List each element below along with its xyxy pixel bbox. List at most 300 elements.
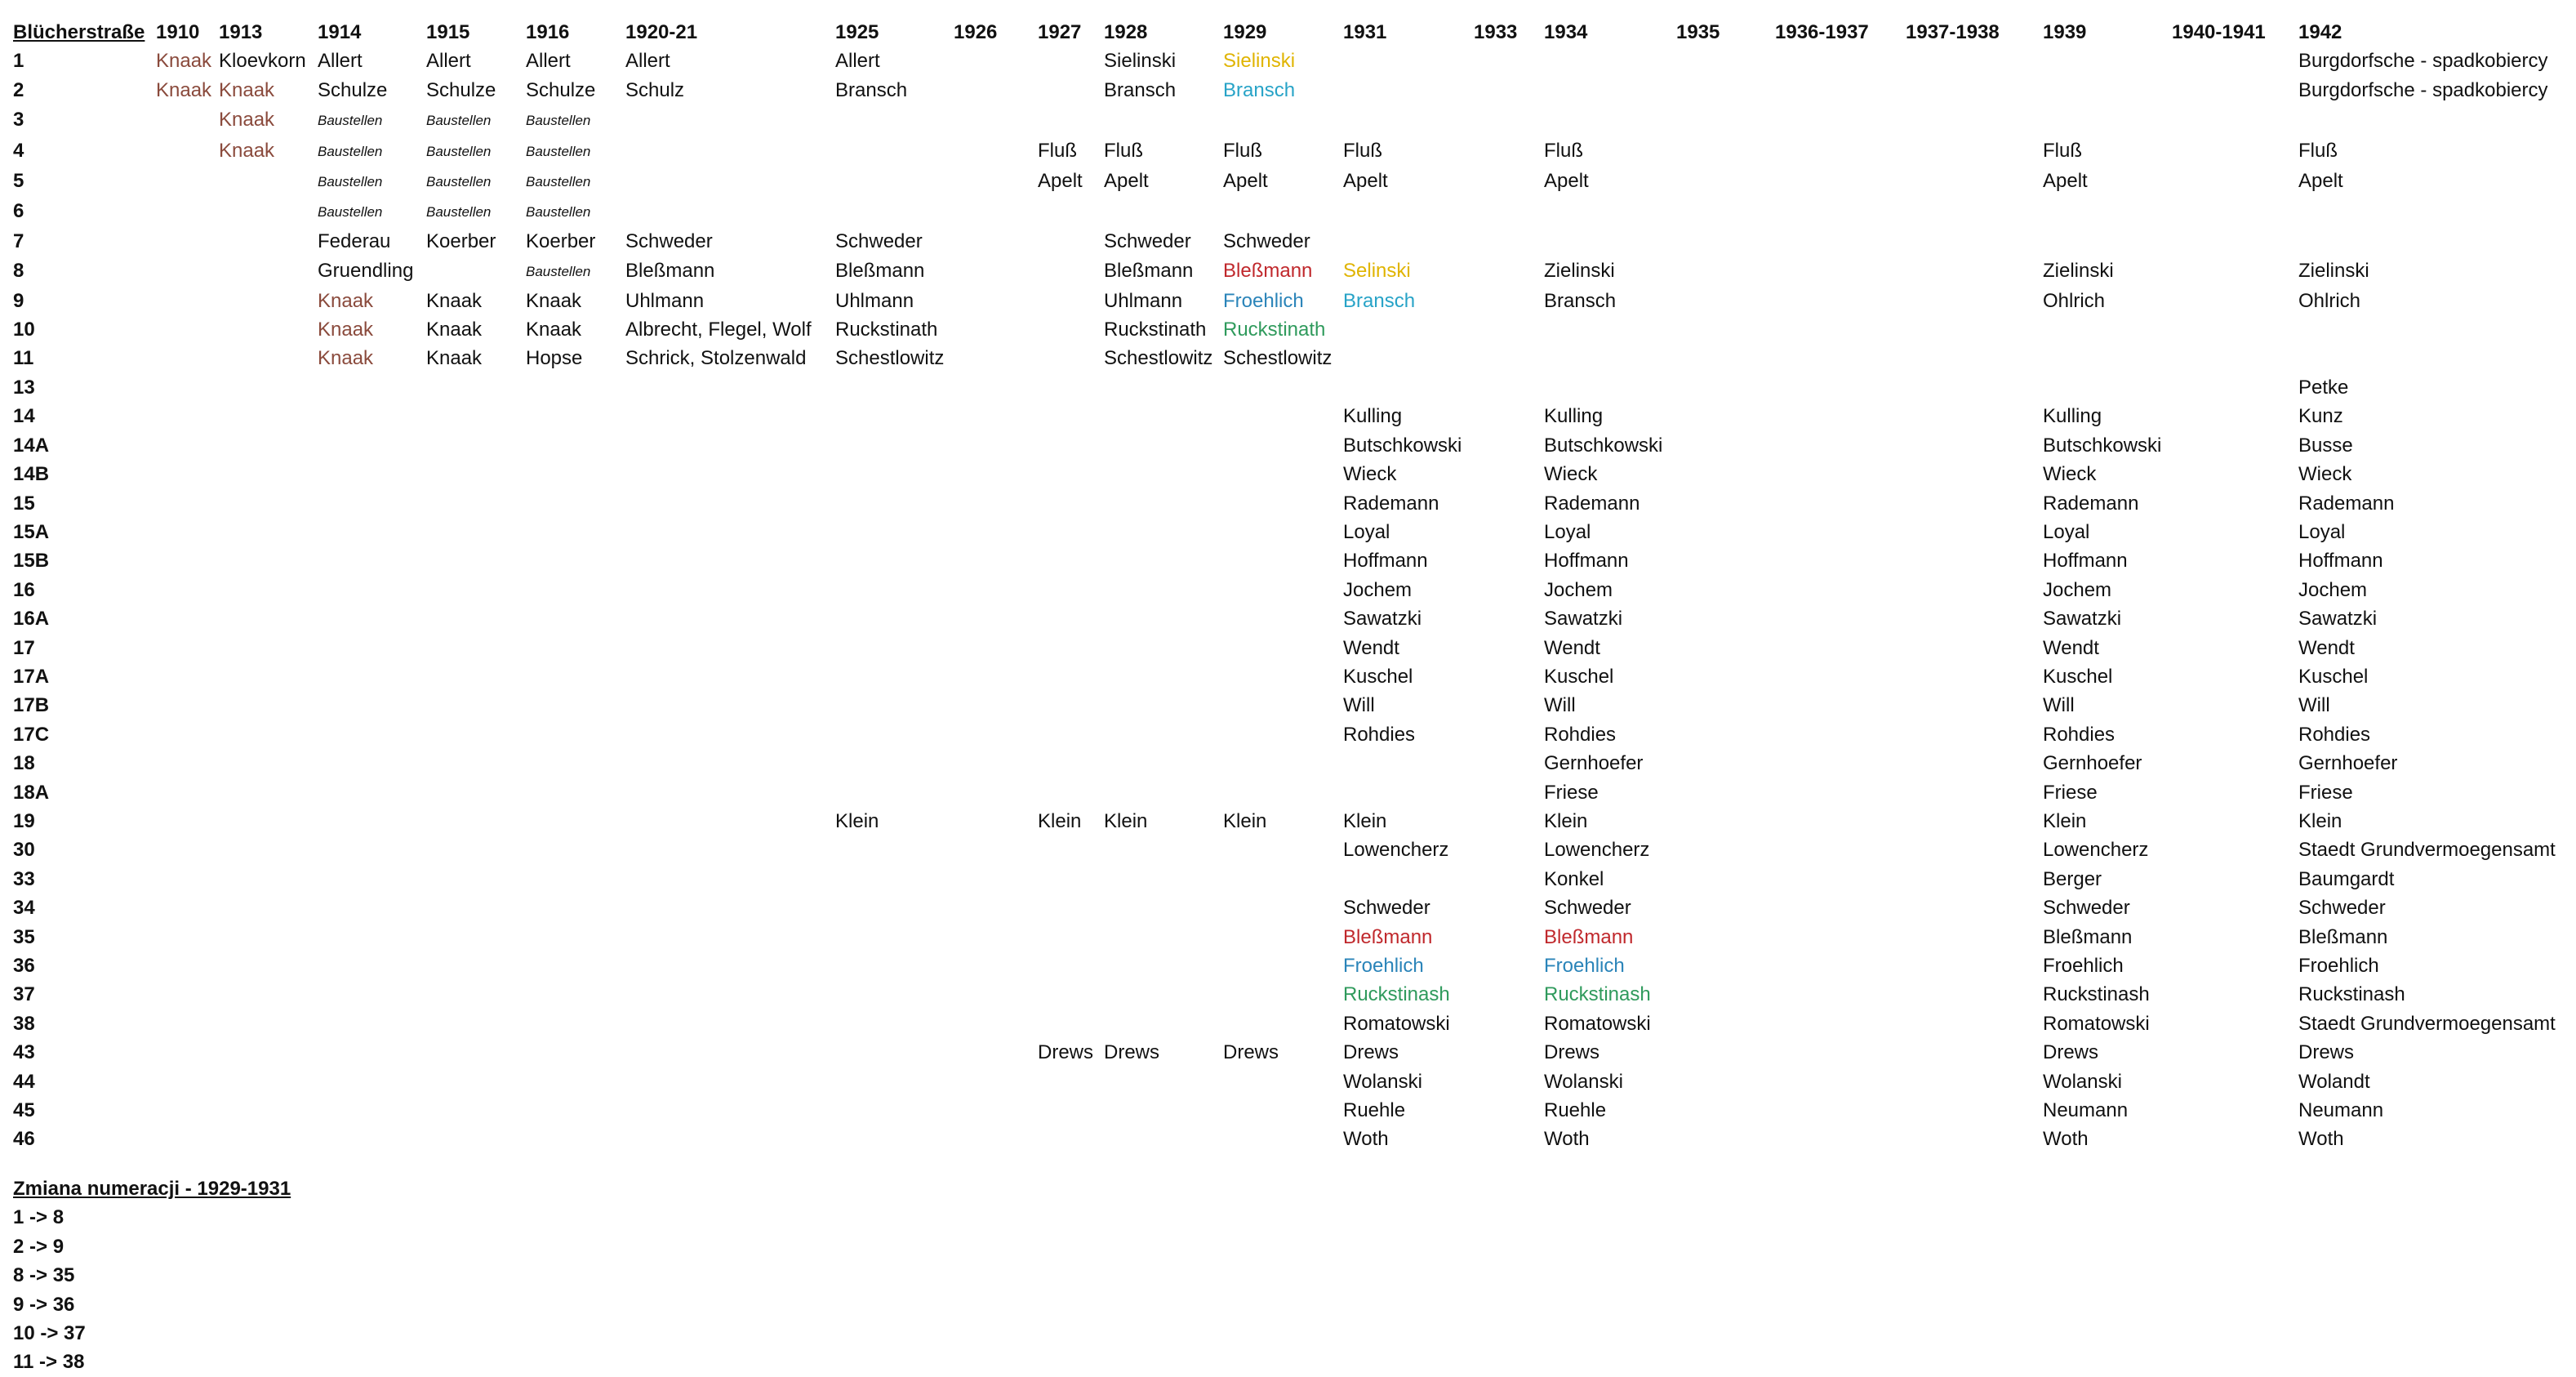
renumbering-note — [13, 1174, 291, 1377]
resident-cell — [1038, 634, 1104, 662]
resident-cell — [156, 431, 219, 460]
resident-name: Selinski — [1343, 260, 1411, 283]
resident-name: Jochem — [1343, 578, 1413, 601]
table-row — [13, 576, 2568, 604]
resident-cell — [1544, 287, 1676, 315]
resident-cell — [1676, 287, 1775, 315]
resident-cell — [1906, 287, 2043, 315]
resident-cell — [954, 256, 1038, 286]
house-number-cell: 15A — [13, 520, 50, 543]
resident-cell — [219, 196, 318, 226]
resident-cell — [219, 373, 318, 402]
resident-cell — [1104, 1009, 1223, 1038]
resident-name: Wolanski — [1544, 1070, 1623, 1093]
resident-cell — [1343, 402, 1474, 430]
resident-cell — [2172, 105, 2298, 135]
resident-cell — [526, 344, 625, 372]
table-row — [13, 166, 2568, 196]
column-header-year: 1942 — [2298, 21, 2342, 43]
resident-cell — [954, 865, 1038, 893]
table-row — [13, 980, 2568, 1009]
resident-name: Klein — [1544, 809, 1588, 832]
resident-cell — [625, 256, 835, 286]
resident-name: Knaak — [526, 319, 582, 341]
resident-cell — [1104, 807, 1223, 836]
resident-name: Will — [1544, 694, 1576, 717]
resident-name: Schulze — [526, 78, 596, 101]
resident-cell — [318, 196, 426, 226]
resident-name: Will — [1343, 694, 1375, 717]
resident-cell — [1104, 76, 1223, 105]
resident-cell — [219, 604, 318, 633]
resident-cell — [2043, 256, 2172, 286]
resident-cell — [1775, 136, 1906, 166]
resident-cell — [1038, 836, 1104, 864]
resident-cell — [2298, 980, 2568, 1009]
resident-name: Knaak — [219, 109, 275, 131]
address-history-table — [13, 18, 2568, 1154]
resident-name: Rohdies — [2298, 723, 2371, 746]
resident-cell — [954, 196, 1038, 226]
resident-cell — [426, 720, 526, 749]
resident-cell — [1223, 691, 1343, 720]
renumbering-list — [13, 1203, 291, 1376]
resident-cell — [1775, 634, 1906, 662]
construction-site-label: Baustellen — [526, 113, 591, 129]
resident-cell — [2172, 315, 2298, 344]
column-header-year: 1939 — [2043, 21, 2087, 43]
resident-cell — [2043, 431, 2172, 460]
resident-cell — [318, 662, 426, 691]
resident-cell — [1474, 460, 1544, 488]
resident-cell — [2298, 634, 2568, 662]
resident-cell — [1474, 518, 1544, 546]
resident-cell — [835, 662, 954, 691]
resident-cell — [2172, 662, 2298, 691]
resident-cell — [1676, 634, 1775, 662]
resident-cell — [219, 662, 318, 691]
column-header-year: 1940-1941 — [2172, 21, 2266, 43]
resident-cell — [1775, 431, 1906, 460]
resident-name: Schweder — [2043, 897, 2130, 920]
resident-name: Will — [2043, 694, 2075, 717]
resident-cell — [1775, 460, 1906, 488]
resident-cell — [526, 604, 625, 633]
resident-cell — [1104, 691, 1223, 720]
resident-cell — [1544, 691, 1676, 720]
column-header-year: 1934 — [1544, 21, 1588, 43]
resident-cell — [1676, 720, 1775, 749]
resident-cell — [1544, 836, 1676, 864]
resident-name: Fluß — [2298, 139, 2338, 162]
resident-name: Ruckstinash — [2043, 983, 2150, 1006]
resident-cell — [1775, 662, 1906, 691]
column-header-year: 1928 — [1104, 21, 1148, 43]
resident-cell — [1544, 518, 1676, 546]
resident-cell — [426, 1038, 526, 1067]
resident-cell — [2172, 951, 2298, 980]
resident-name: Staedt Grundvermoegensamt — [2298, 839, 2556, 862]
resident-cell — [1906, 344, 2043, 372]
resident-cell — [1343, 1009, 1474, 1038]
resident-cell — [1038, 720, 1104, 749]
resident-name: Knaak — [526, 289, 582, 312]
resident-name: Klein — [1038, 809, 1082, 832]
resident-cell — [954, 460, 1038, 488]
resident-cell — [1906, 1009, 2043, 1038]
resident-cell — [625, 105, 835, 135]
resident-cell — [2172, 47, 2298, 75]
resident-cell — [2298, 431, 2568, 460]
resident-name: Hopse — [526, 347, 583, 370]
resident-name: Will — [2298, 694, 2330, 717]
resident-name: Bransch — [835, 78, 908, 101]
resident-cell — [526, 431, 625, 460]
resident-cell — [1343, 807, 1474, 836]
resident-cell — [2172, 546, 2298, 575]
resident-cell — [1775, 720, 1906, 749]
resident-cell — [219, 76, 318, 105]
resident-name: Gernhoefer — [2043, 752, 2142, 775]
resident-cell — [1038, 518, 1104, 546]
resident-cell — [219, 105, 318, 135]
header-row — [13, 18, 2568, 47]
construction-site-label: Baustellen — [318, 174, 383, 190]
resident-cell — [526, 256, 625, 286]
resident-cell — [1038, 47, 1104, 75]
resident-cell — [1544, 105, 1676, 135]
house-number-cell: 4 — [13, 139, 24, 162]
resident-cell — [318, 460, 426, 488]
resident-cell — [1223, 1038, 1343, 1067]
resident-cell — [1544, 1009, 1676, 1038]
resident-cell — [156, 76, 219, 105]
renumbering-item: 2 -> 9 — [13, 1235, 65, 1258]
table-row — [13, 344, 2568, 372]
resident-cell — [1906, 402, 2043, 430]
resident-cell — [1906, 1125, 2043, 1153]
resident-name: Romatowski — [2043, 1012, 2150, 1035]
resident-cell — [1343, 1038, 1474, 1067]
resident-cell — [835, 315, 954, 344]
resident-cell — [1906, 980, 2043, 1009]
resident-name: Wieck — [2298, 463, 2352, 486]
resident-name: Schweder — [1343, 897, 1430, 920]
resident-cell — [2298, 489, 2568, 518]
resident-name: Rademann — [1343, 492, 1439, 515]
resident-name: Wieck — [1343, 463, 1397, 486]
resident-cell — [1223, 287, 1343, 315]
resident-cell — [1775, 807, 1906, 836]
resident-cell — [526, 923, 625, 951]
resident-cell — [156, 227, 219, 256]
resident-cell — [954, 951, 1038, 980]
resident-cell — [156, 518, 219, 546]
resident-cell — [2298, 951, 2568, 980]
resident-cell — [2172, 923, 2298, 951]
table-row — [13, 256, 2568, 286]
resident-cell — [1676, 865, 1775, 893]
resident-cell — [1544, 166, 1676, 196]
resident-name: Ruehle — [1343, 1099, 1406, 1122]
house-number-cell: 33 — [13, 867, 35, 890]
resident-cell — [1343, 344, 1474, 372]
resident-cell — [1775, 893, 1906, 922]
resident-cell — [1906, 76, 2043, 105]
resident-cell — [219, 749, 318, 778]
house-number-cell: 36 — [13, 955, 35, 977]
resident-cell — [1104, 287, 1223, 315]
resident-name: Knaak — [219, 78, 275, 101]
construction-site-label: Baustellen — [526, 174, 591, 190]
resident-cell — [526, 1067, 625, 1096]
resident-cell — [835, 604, 954, 633]
resident-cell — [426, 865, 526, 893]
resident-cell — [1775, 1125, 1906, 1153]
table-row — [13, 691, 2568, 720]
resident-cell — [426, 923, 526, 951]
resident-cell — [835, 196, 954, 226]
table-row — [13, 1038, 2568, 1067]
resident-cell — [2298, 196, 2568, 226]
resident-cell — [1104, 778, 1223, 807]
resident-cell — [1775, 287, 1906, 315]
resident-cell — [318, 315, 426, 344]
resident-cell — [526, 196, 625, 226]
resident-cell — [318, 76, 426, 105]
resident-name: Bleßmann — [2298, 925, 2388, 948]
resident-cell — [1104, 1125, 1223, 1153]
resident-cell — [1474, 402, 1544, 430]
resident-cell — [219, 778, 318, 807]
resident-name: Gernhoefer — [1544, 752, 1644, 775]
resident-cell — [156, 980, 219, 1009]
resident-cell — [1343, 923, 1474, 951]
resident-name: Burgdorfsche - spadkobiercy — [2298, 50, 2548, 73]
resident-name: Sawatzki — [1544, 608, 1623, 631]
resident-cell — [318, 47, 426, 75]
resident-cell — [1474, 196, 1544, 226]
resident-name: Bleßmann — [625, 260, 715, 283]
resident-cell — [1104, 893, 1223, 922]
resident-cell — [1223, 1067, 1343, 1096]
house-number-cell: 2 — [13, 78, 24, 101]
resident-cell — [219, 546, 318, 575]
resident-cell — [156, 691, 219, 720]
resident-cell — [156, 136, 219, 166]
house-number-cell: 17B — [13, 694, 50, 717]
resident-name: Berger — [2043, 867, 2102, 890]
resident-cell — [2172, 893, 2298, 922]
resident-cell — [1223, 1125, 1343, 1153]
resident-cell — [1343, 373, 1474, 402]
resident-cell — [835, 1067, 954, 1096]
resident-cell — [1343, 460, 1474, 488]
resident-cell — [1343, 691, 1474, 720]
column-header-year: 1910 — [156, 21, 200, 43]
resident-cell — [2043, 76, 2172, 105]
resident-cell — [426, 315, 526, 344]
resident-cell — [2043, 287, 2172, 315]
resident-cell — [1775, 105, 1906, 135]
construction-site-label: Baustellen — [526, 143, 591, 159]
resident-cell — [156, 807, 219, 836]
house-number-cell: 17A — [13, 665, 50, 688]
resident-cell — [156, 836, 219, 864]
renumbering-title: Zmiana numeracji - 1929-1931 — [13, 1178, 291, 1200]
resident-cell — [2043, 47, 2172, 75]
resident-name: Rohdies — [1544, 723, 1617, 746]
resident-cell — [2043, 1125, 2172, 1153]
resident-name: Kuschel — [1544, 665, 1614, 688]
resident-cell — [426, 807, 526, 836]
resident-name: Knaak — [156, 50, 212, 73]
resident-cell — [2172, 865, 2298, 893]
resident-cell — [1104, 227, 1223, 256]
resident-cell — [1775, 1067, 1906, 1096]
resident-name: Rademann — [2043, 492, 2139, 515]
resident-cell — [526, 807, 625, 836]
resident-cell — [835, 1125, 954, 1153]
resident-cell — [2172, 1038, 2298, 1067]
resident-cell — [426, 489, 526, 518]
resident-cell — [835, 546, 954, 575]
resident-cell — [835, 923, 954, 951]
resident-cell — [318, 344, 426, 372]
resident-cell — [1474, 344, 1544, 372]
resident-cell — [2043, 836, 2172, 864]
resident-cell — [1343, 865, 1474, 893]
resident-cell — [1223, 256, 1343, 286]
resident-cell — [954, 546, 1038, 575]
resident-cell — [2043, 518, 2172, 546]
resident-cell — [426, 546, 526, 575]
resident-cell — [1104, 402, 1223, 430]
resident-name: Knaak — [156, 78, 212, 101]
resident-cell — [835, 980, 954, 1009]
resident-cell — [219, 980, 318, 1009]
house-number-cell: 15 — [13, 492, 35, 515]
resident-cell — [1544, 315, 1676, 344]
resident-cell — [318, 836, 426, 864]
resident-cell — [2298, 1096, 2568, 1125]
resident-cell — [1544, 546, 1676, 575]
resident-name: Wieck — [1544, 463, 1598, 486]
resident-name: Loyal — [2298, 520, 2346, 543]
resident-name: Woth — [1544, 1128, 1590, 1151]
resident-cell — [1906, 1067, 2043, 1096]
resident-cell — [1038, 136, 1104, 166]
resident-cell — [1223, 227, 1343, 256]
construction-site-label: Baustellen — [318, 113, 383, 129]
resident-cell — [1544, 460, 1676, 488]
resident-cell — [2298, 287, 2568, 315]
resident-cell — [1775, 691, 1906, 720]
resident-cell — [1775, 1009, 1906, 1038]
resident-cell — [156, 166, 219, 196]
resident-cell — [318, 518, 426, 546]
resident-cell — [318, 1009, 426, 1038]
resident-cell — [219, 166, 318, 196]
resident-name: Bransch — [1343, 289, 1416, 312]
resident-name: Schweder — [2298, 897, 2386, 920]
resident-name: Klein — [1343, 809, 1387, 832]
resident-cell — [1343, 836, 1474, 864]
resident-cell — [318, 1096, 426, 1125]
house-number-cell: 17C — [13, 723, 50, 746]
resident-name: Schrick, Stolzenwald — [625, 347, 807, 370]
resident-name: Schestlowitz — [1223, 347, 1332, 370]
resident-cell — [1544, 47, 1676, 75]
resident-cell — [1775, 373, 1906, 402]
house-number-cell: 13 — [13, 376, 35, 399]
resident-cell — [1223, 951, 1343, 980]
resident-cell — [954, 604, 1038, 633]
resident-name: Drews — [1038, 1041, 1094, 1064]
resident-cell — [2043, 1096, 2172, 1125]
table-row — [13, 865, 2568, 893]
resident-cell — [1223, 518, 1343, 546]
resident-cell — [2298, 105, 2568, 135]
resident-cell — [1343, 546, 1474, 575]
resident-cell — [426, 256, 526, 286]
resident-cell — [1104, 518, 1223, 546]
resident-cell — [156, 1125, 219, 1153]
resident-cell — [1038, 1038, 1104, 1067]
resident-cell — [2298, 315, 2568, 344]
resident-cell — [1104, 634, 1223, 662]
resident-cell — [1474, 662, 1544, 691]
resident-name: Sielinski — [1104, 50, 1177, 73]
resident-cell — [156, 893, 219, 922]
resident-cell — [1474, 431, 1544, 460]
resident-cell — [1775, 489, 1906, 518]
resident-cell — [1104, 47, 1223, 75]
resident-name: Drews — [2043, 1041, 2099, 1064]
resident-cell — [1906, 136, 2043, 166]
resident-cell — [835, 893, 954, 922]
resident-name: Bleßmann — [835, 260, 925, 283]
resident-cell — [835, 227, 954, 256]
resident-cell — [1474, 1009, 1544, 1038]
resident-cell — [219, 287, 318, 315]
resident-cell — [2298, 256, 2568, 286]
resident-cell — [426, 951, 526, 980]
resident-cell — [1544, 227, 1676, 256]
resident-cell — [156, 47, 219, 75]
resident-cell — [2172, 76, 2298, 105]
resident-cell — [835, 402, 954, 430]
resident-cell — [2172, 778, 2298, 807]
resident-cell — [2172, 604, 2298, 633]
resident-cell — [954, 489, 1038, 518]
resident-cell — [426, 344, 526, 372]
resident-cell — [1104, 951, 1223, 980]
resident-cell — [2172, 749, 2298, 778]
resident-cell — [1775, 76, 1906, 105]
resident-cell — [2043, 315, 2172, 344]
resident-cell — [1474, 691, 1544, 720]
resident-name: Konkel — [1544, 867, 1604, 890]
resident-cell — [835, 136, 954, 166]
resident-name: Sielinski — [1223, 50, 1296, 73]
resident-cell — [954, 76, 1038, 105]
resident-cell — [835, 1096, 954, 1125]
resident-name: Koerber — [526, 230, 596, 252]
resident-cell — [2298, 344, 2568, 372]
resident-cell — [1038, 691, 1104, 720]
resident-cell — [526, 1096, 625, 1125]
